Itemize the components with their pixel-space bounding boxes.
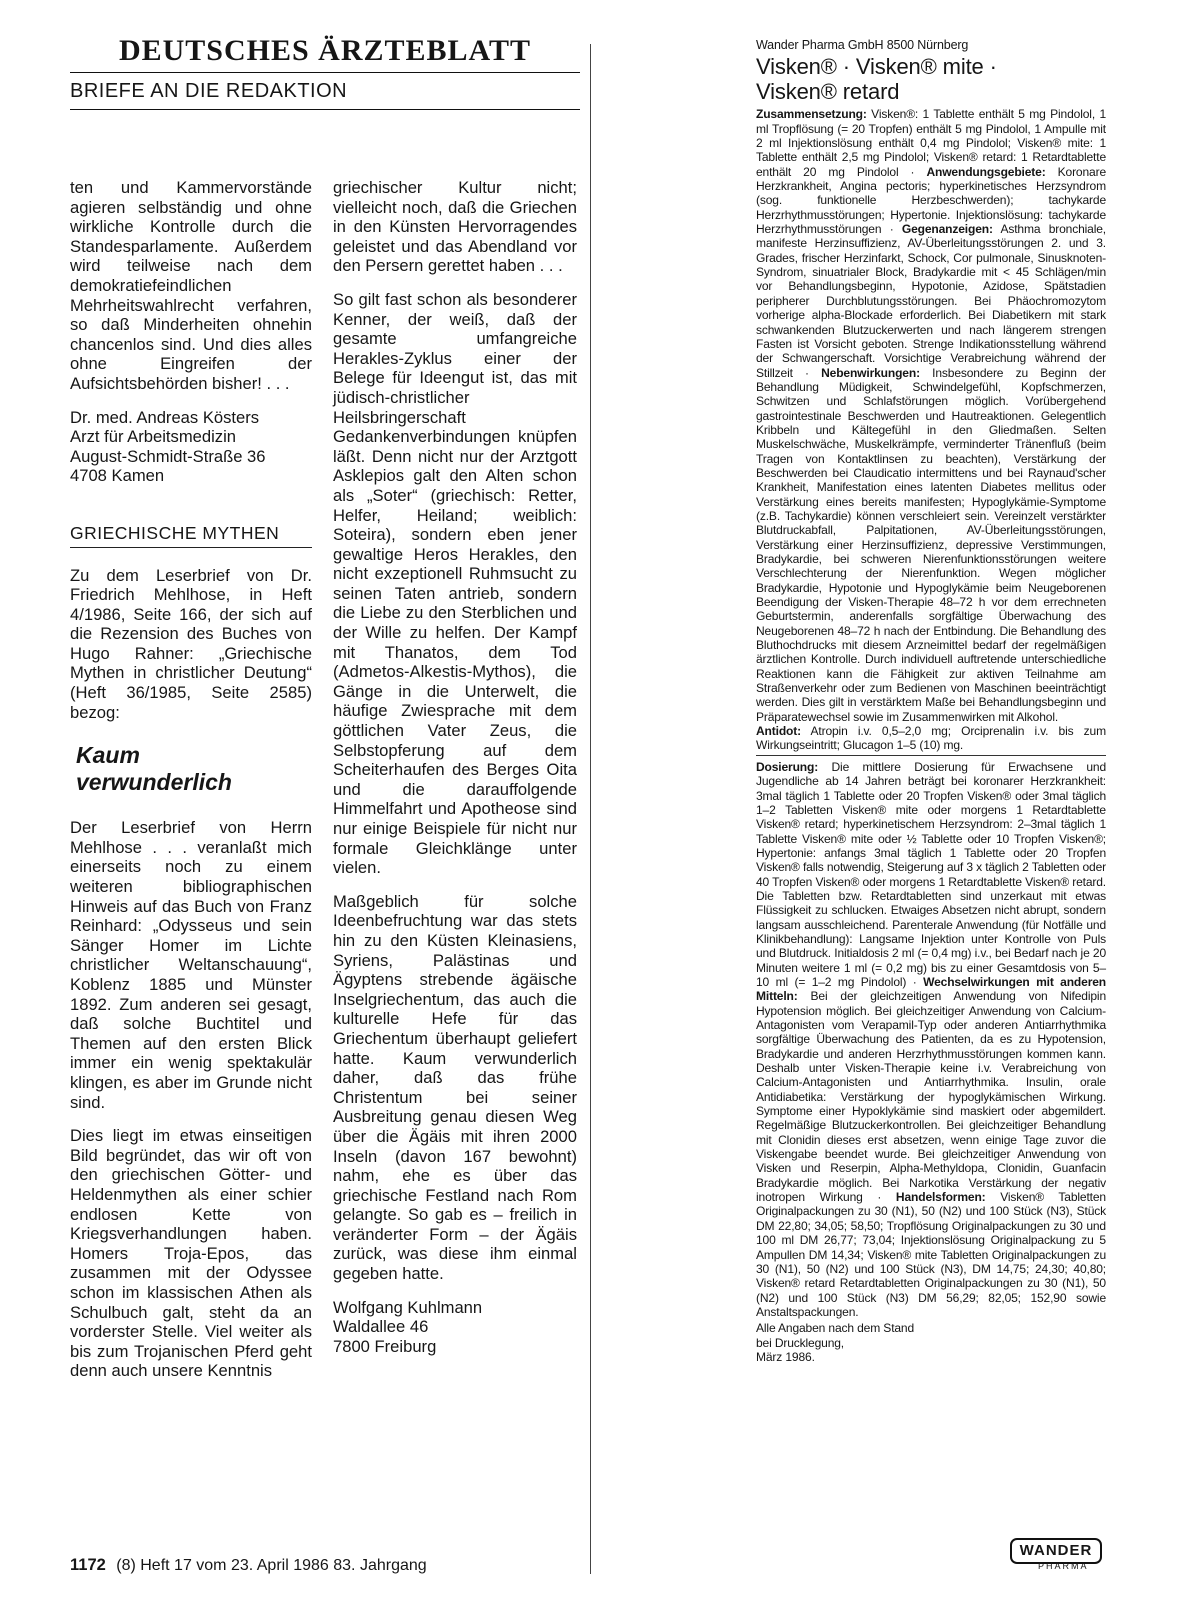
- logo-wordmark: WANDER: [1010, 1538, 1102, 1564]
- ad-closing-note: [756, 1321, 956, 1364]
- letter-topic-heading: GRIECHISCHE MYTHEN: [70, 524, 312, 548]
- interactions-label: Wechselwirkungen mit anderen Mitteln:: [756, 974, 1106, 1004]
- contraindications-label: Gegenanzeigen:: [901, 222, 993, 237]
- signature-city: 4708 Kamen: [70, 466, 165, 486]
- letter-paragraph: ten und Kammervorstände agieren selbständig und ohne wirkliche Kontrolle durch die Standesparlamente. Außerdem wird teilweise nach dem demokratiefeindlichen Mehrheitswahlrecht verfahren, so daß Minderheiten ohnehin chancenlos sind. Und dies alles ohne Eingreifen der Aufsichtsbehörden bisher! . . .: [70, 178, 312, 393]
- section-title: BRIEFE AN DIE REDAKTION: [70, 80, 580, 110]
- letter-signature: [333, 1298, 577, 1357]
- packaging-label: Handelsformen:: [895, 1190, 986, 1205]
- closing-line-1: Alle Angaben nach dem Stand: [756, 1321, 915, 1336]
- side-effects-text: Insbesondere zu Beginn der Behandlung Müdigkeit, Schwindelgefühl, Kopfschmerzen, Schwitzen und Schlafstörungen möglich. Vorübergehend gastrointestinale Beschwerden und Hautreaktionen. Gelegentlich Kribbeln und Kältegefühl in den Gliedmaßen. Selten Muskelschwäche, Muskelkrämpfe, verminderter Tränenfluß (beim Tragen von Kontaktlinsen zu beachten), Verstärkung der Beschwerden bei Claudicatio intermittens und bei Raynaud'scher Krankheit, Manifestation eines latenten Diabetes mellitus oder Verstärkung eines bereits manifesten; Hypoglykämie-Symptome (z.B. Tachykardie) können verschleiert sein. Vereinzelt verstärkter Blutdruckabfall, Palpitationen, AV-Überleitungsstörungen, Verstärkung einer Herzinsuffizienz, depressive Verstimmungen, Bradykardie, bei schweren Nierenfunktionsstörungen weitere Verschlechterung der Nierenfunktion. Wegen möglicher Bradykardie, Hypotonie und Hypoglykämie beim Neugeborenen Beendigung der Visken-Therapie 48–72 h vor dem errechneten Geburtstermin, anderenfalls sorgfältige Überwachung des Neugeborenen 48–72 h nach der Entbindung. Die Behandlung des Bluthochdrucks mit diesem Arzneimittel bedarf der regelmäßigen ärztlichen Kontrolle. Durch individuell auftretende unterschiedliche Reaktionen kann die Fähigkeit zur aktiven Teilnahme am Straßenverkehr oder zum Bedienen von Maschinen beeinträchtigt werden. Dies gilt in verstärktem Maße bei Behandlungsbeginn und Präparatewechsel sowie im Zusammenwirken mit Alkohol.: [756, 365, 1106, 724]
- letters-column-2: [333, 178, 577, 1370]
- signature-city: 7800 Freiburg: [333, 1336, 437, 1356]
- headline-line-2: verwunderlich: [76, 769, 232, 796]
- ad-dosage-block: [756, 760, 1106, 1319]
- page-footer: [70, 1556, 427, 1575]
- interactions-text: Bei der gleichzeitigen Anwendung von Nifedipin Hypotension möglich. Bei gleichzeitiger Anwendung von Calcium-Antagonisten vom Verapamil-Typ oder anderen Antiarrhythmika sorgfältige Überwachung des Patienten, da es zu Hypotension, Bradykardie und anderen Herzrhythmusstörungen kommen kann. Deshalb unter Visken-Therapie keine i.v. Verabreichung von Calcium-Antagonisten und Antiarrhythmika. Insulin, orale Antidiabetika: Verstärkung der hypoglykämischen Wirkung. Symptome einer Hypoklykämie sind maskiert oder abgemildert. Regelmäßige Blutzuckerkontrollen. Bei gleichzeitiger Behandlung mit Clonidin dieses erst absetzen, wenn einige Tage zuvor die Viskengabe beendet wurde. Bei gleichzeitiger Anwendung von Visken und Reserpin, Alpha-Methyldopa, Clonidin, Guanfacin Bradykardie möglich. Bei Narkotika Verstärkung der negativ inotropen Wirkung ·: [756, 989, 1106, 1205]
- indications-label: Anwendungsgebiete:: [926, 164, 1046, 179]
- signature-title: Arzt für Arbeitsmedizin: [70, 427, 236, 447]
- headline-line-1: Kaum: [76, 742, 140, 769]
- product-line-2: Visken® retard: [756, 79, 900, 105]
- letters-column-1: [70, 178, 312, 1395]
- ad-indications-block: [756, 107, 1106, 724]
- packaging-text: Visken® Tabletten Originalpackungen zu 30 (N1), 50 (N2) und 100 Stück (N3), Stück DM 22,80; 34,05; 58,50; Tropflösung Originalpackungen zu 30 und 100 ml DM 26,77; 73,04; Injektionslösung Originalpackung zu 5 Ampullen DM 14,34; Visken® mite Tabletten Originalpackungen zu 30 (N1), 50 (N2) und 100 Stück (N3), DM 14,75; 24,30; 40,80; Visken® retard Retardtabletten Originalpackungen zu 30 (N1), 50 (N2) und 100 Stück (N3) DM 56,29; 82,05; 152,90 sowie Anstaltspackungen.: [756, 1190, 1106, 1319]
- antidote-label: Antidot:: [756, 724, 801, 739]
- composition-text: Visken®: 1 Tablette enthält 5 mg Pindolol, 1 ml Tropflösung (= 20 Tropfen) enthält 5 mg Pindolol, 1 Ampulle mit 2 ml Injektionslösung enthält 0,4 mg Pindolol; Visken® mite: 1 Tablette enthält 2,5 mg Pindolol; Visken® retard: 1 Retardtablette enthält 20 mg Pindolol ·: [756, 107, 1106, 179]
- signature-street: Waldallee 46: [333, 1317, 429, 1337]
- letter-paragraph: griechischer Kultur nicht; vielleicht noch, daß die Griechen in den Künsten Hervorragendes geleistet und das Abendland vor den Persern gerettet haben . . .: [333, 178, 577, 276]
- contraindications-text: Asthma bronchiale, manifeste Herzinsuffizienz, AV-Überleitungsstörungen 2. und 3. Grades, frischer Herzinfarkt, Schock, Cor pulmonale, Sinusknoten-Syndrom, sinuatrialer Block, Bradykardie mit < 45 Schlägen/min vor Behandlungsbeginn, Hypotonie, Azidose, Spätstadien peripherer Durchblutungsstörungen. Bei Phäochromozytom vorherige alpha-Blockade erforderlich. Bei Diabetikern mit stark schwankenden Blutzuckerwerten und nach längerem strengen Fasten ist Vorsicht geboten. Strenge Indikationsstellung während der Schwangerschaft. Vorsichtige Verabreichung während der Stillzeit ·: [756, 222, 1106, 380]
- antidote-text: Atropin i.v. 0,5–2,0 mg; Orciprenalin i.v. bis zum Wirkungseintritt; Glucagon 1–5 (10) mg.: [756, 724, 1106, 753]
- drug-advertisement: [756, 38, 1106, 1364]
- signature-street: August-Schmidt-Straße 36: [70, 446, 266, 466]
- wander-pharma-logo: [1010, 1538, 1104, 1576]
- ad-product-name: [756, 54, 1106, 104]
- closing-line-2: bei Drucklegung,: [756, 1335, 845, 1350]
- letter-intro: Zu dem Leserbrief von Dr. Friedrich Mehlhose, in Heft 4/1986, Seite 166, der sich auf die Rezension des Buches von Hugo Rahner: „Griechische Mythen in christlicher Deutung“ (Heft 36/1985, Seite 2585) bezog:: [70, 565, 312, 722]
- ad-company: Wander Pharma GmbH 8500 Nürnberg: [756, 38, 969, 52]
- letter-headline: [70, 742, 312, 796]
- letter-signature: [70, 408, 312, 486]
- ad-antidote-block: [756, 724, 1106, 756]
- side-effects-label: Nebenwirkungen:: [821, 365, 920, 380]
- dosage-text: Die mittlere Dosierung für Erwachsene und Jugendliche ab 14 Jahren beträgt bei koronarer Herzkrankheit: 3mal täglich 1 Tablette oder 20 Tropfen Visken® oder 3mal täglich 1–2 Tabletten Visken® mite oder morgens 1 Retardtablette Visken® retard; hyperkinetischem Herzsyndrom: 2–3mal täglich 1 Tablette Visken® mite oder ½ Tablette oder 10 Tropfen Visken®; Hypertonie: anfangs 3mal täglich 1 Tablette oder 20 Tropfen Visken® falls notwendig, Steigerung auf 3 x täglich 2 Tabletten oder 40 Tropfen Visken® oder morgens 1 Retardtablette Visken® retard. Die Tabletten bzw. Retardtabletten sind unzerkaut mit etwas Flüssigkeit zu schlucken. Etwaiges Absetzen nicht abrupt, sondern langsam ausschleichend. Parenterale Anwendung (für Notfälle und Klinikbehandlung): Langsame Injektion unter Kontrolle von Puls und Blutdruck. Initialdosis 2 ml (= 0,4 mg) i.v., bei Bedarf nach je 20 Minuten weitere 1 ml (= 0,2 mg) bis zu einer Gesamtdosis von 5–10 ml (= 1–2 mg Pindolol) ·: [756, 759, 1106, 989]
- letter-paragraph: Maßgeblich für solche Ideenbefruchtung war das stets hin zu den Küsten Kleinasiens, Syriens, Palästinas und Ägyptens strebende ägäische Inselgriechentum, das auch die kulturelle Hefe für das Griechentum überhaupt geliefert hatte. Kaum verwunderlich daher, daß das frühe Christentum bei seiner Ausbreitung genau diesen Weg über die Ägäis mit ihren 2000 Inseln (davon 167 bewohnt) nahm, ehe es über das griechische Festland nach Rom gelangte. So gab es – freilich in veränderter Form – der Ägäis zurück, was diese ihm einmal gegeben hatte.: [333, 891, 577, 1284]
- letter-paragraph: So gilt fast schon als besonderer Kenner, der weiß, daß der gesamte umfangreiche Herakles-Zyklus einer der Belege für Ideengut ist, das mit jüdisch-christlicher Heilsbringerschaft Gedankenverbindungen knüpfen läßt. Denn nicht nur der Arztgott Asklepios galt den Alten schon als „Soter“ (griechisch: Retter, Helfer, Heiland; weiblich: Soteira), sondern eben jener gewaltige Heros Herakles, den nicht exzeptionell Ruhmsucht zu seinen Taten antrieb, sondern die Liebe zu den Sterblichen und der Wille zu helfen. Der Kampf mit Thanatos, dem Tod (Admetos-Alkestis-Mythos), die Gänge in die Unterwelt, die häufige Zwiesprache mit dem göttlichen Vater Zeus, die Selbstopferung auf dem Scheiterhaufen des Berges Oita und die darauffolgende Himmelfahrt und Apotheose sind nur einige Beispiele für nicht nur formale Gleichklänge unter vielen.: [333, 289, 577, 878]
- page-number: 1172: [70, 1556, 106, 1574]
- product-line-1: Visken® · Visken® mite ·: [756, 54, 997, 80]
- letter-paragraph: Dies liegt im etwas einseitigen Bild begründet, das wir oft von den griechischen Götter- und Heldenmythen als einer schier endlosen Kette von Kriegsverhandlungen haben. Homers Troja-Epos, das zusammen mit der Odyssee schon im klassischen Athen als Schulbuch galt, steht da an vorderster Stelle. Viel weiter als bis zum Trojanischen Pferd geht denn auch unsere Kenntnis: [70, 1126, 312, 1381]
- indications-text: Koronare Herzkrankheit, Angina pectoris; hyperkinetisches Herzsyndrom (sog. funktionelle Herzbeschwerden); tachykarde Herzrhythmusstörungen; Hypertonie. Injektionslösung: tachykarde Herzrhythmusstörungen ·: [756, 164, 1106, 237]
- column-divider: [590, 44, 591, 1574]
- closing-line-3: März 1986.: [756, 1349, 815, 1364]
- issue-info: (8) Heft 17 vom 23. April 1986 83. Jahrgang: [116, 1557, 427, 1574]
- composition-label: Zusammensetzung:: [756, 107, 867, 122]
- logo-subtitle: PHARMA: [1038, 1561, 1089, 1571]
- signature-name: Wolfgang Kuhlmann: [333, 1297, 483, 1317]
- letter-paragraph: Der Leserbrief von Herrn Mehlhose . . . veranlaßt mich einerseits noch zu einem weiteren bibliographischen Hinweis auf das Buch von Franz Reinhard: „Odysseus und sein Sänger Homer im Lichte christlicher Weltanschauung“, Koblenz 1885 und Münster 1892. Zum anderen sei gesagt, daß solche Buchtitel und Themen auf den ersten Blick immer ein wenig spektakulär klingen, es aber im Grunde nicht sind.: [70, 818, 312, 1112]
- journal-masthead: DEUTSCHES ÄRZTEBLATT: [70, 34, 580, 73]
- signature-name: Dr. med. Andreas Kösters: [70, 407, 260, 427]
- dosage-label: Dosierung:: [756, 759, 819, 774]
